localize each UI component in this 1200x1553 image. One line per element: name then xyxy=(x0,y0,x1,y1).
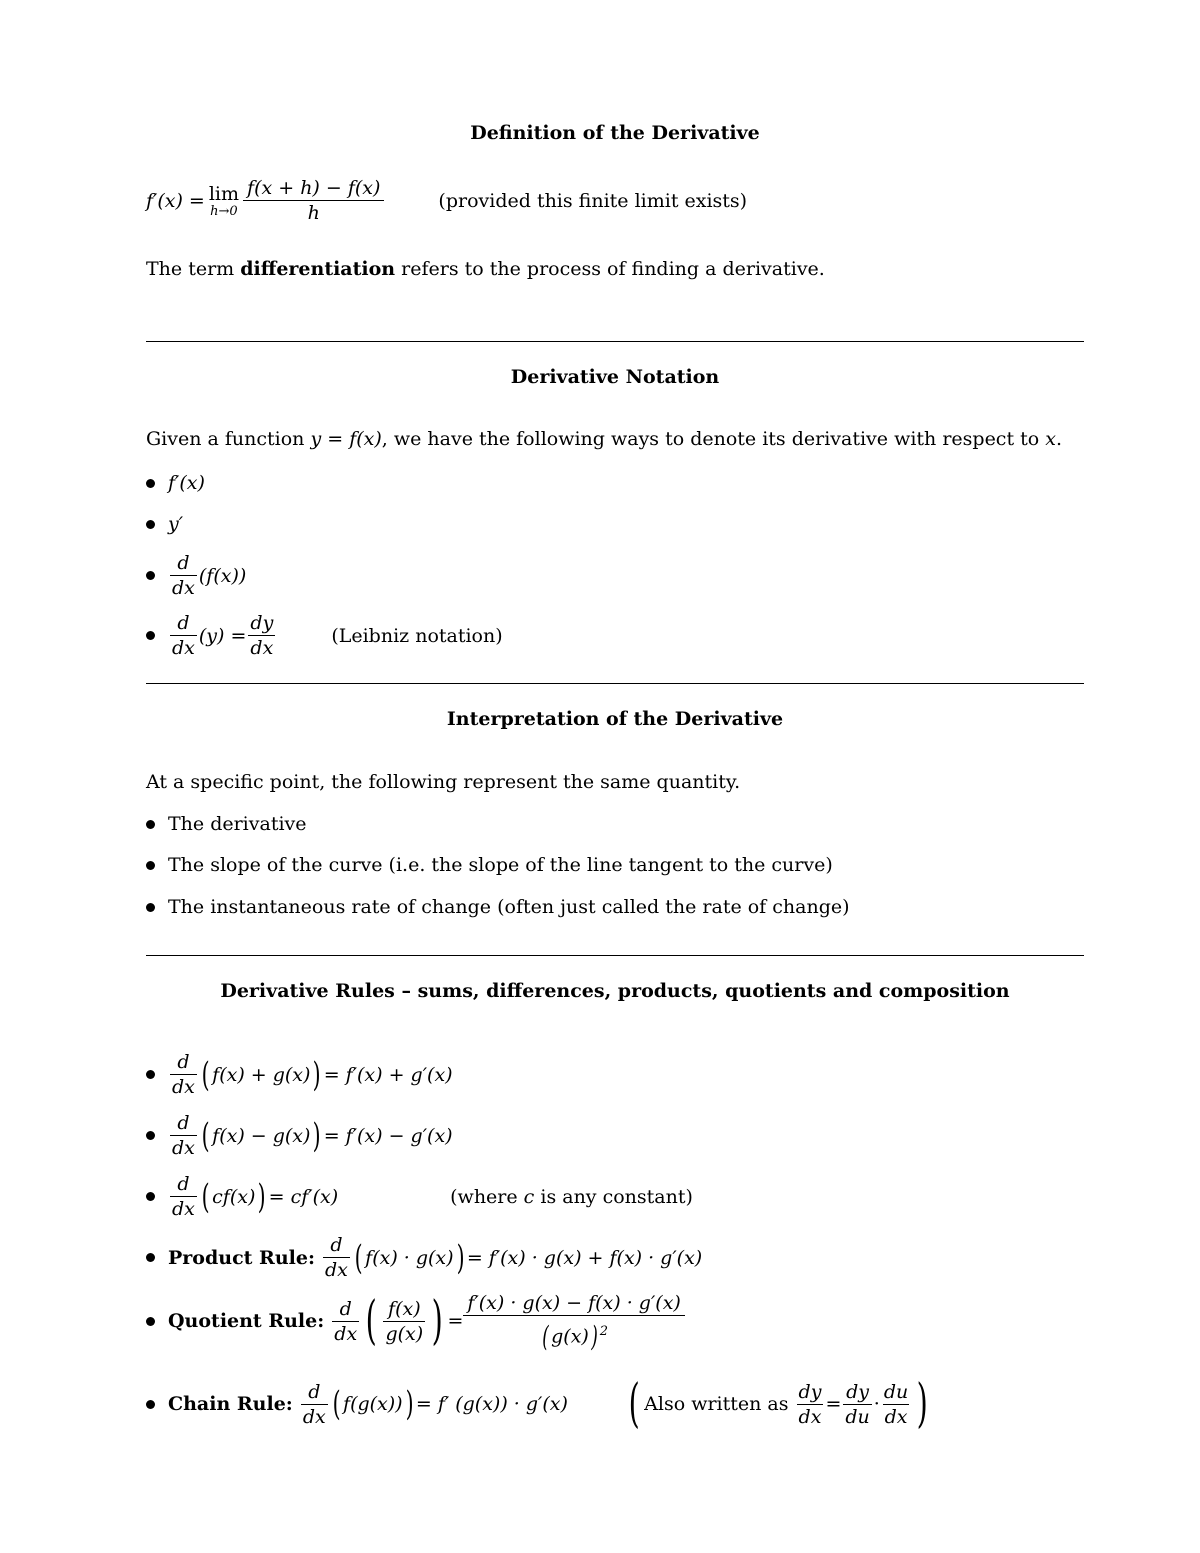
divider xyxy=(146,683,1084,684)
list-item: The instantaneous rate of change (often just called the rate of change) xyxy=(146,896,850,918)
du-dx: $\frac{du}{dx}$ xyxy=(883,1380,909,1428)
notation-d-dx-arg: (f(x)) xyxy=(198,564,247,587)
leibniz-note: (Leibniz notation) xyxy=(331,624,503,647)
notation-y-prime: y′ xyxy=(168,513,184,535)
dy-dx: $\frac{dy}{dx}$ xyxy=(250,612,274,659)
sentence-pre: The term xyxy=(146,258,235,280)
d-dx: $\frac{d}{dx}$ xyxy=(334,1297,358,1345)
notation-intro xyxy=(146,427,1062,451)
sum-rule-rhs: = f′(x) + g′(x) xyxy=(323,1063,453,1086)
bullet-icon xyxy=(146,571,155,580)
notation-heading: Derivative Notation xyxy=(510,366,720,388)
constant-rule-rhs: = cf′(x) xyxy=(268,1185,339,1208)
d-dx: $\frac{d}{dx}$ xyxy=(172,1051,195,1098)
bullet-icon xyxy=(146,1070,155,1079)
interpretation-heading: Interpretation of the Derivative xyxy=(446,708,784,730)
list-item: The derivative xyxy=(146,813,307,835)
bullet-icon xyxy=(146,861,155,870)
bullet-icon xyxy=(146,1131,155,1140)
list-item: Quotient Rule: $\frac{d}{dx}$ ( $\frac{f(x)}{g(x)}$ ) = $\frac{f'(x) \cdot g(x) - f(x) \cdot g'(x)}{( g(x)) ^2}$ xyxy=(146,1291,685,1351)
bullet-icon xyxy=(146,479,155,488)
quotient-fraction: $\frac{f(x)}{g(x)}$ xyxy=(385,1297,424,1345)
exponent: 2 xyxy=(599,1324,609,1339)
list-item: Chain Rule: $\frac{d}{dx}$ ( f(g(x)) ) = f′ (g(x)) · g′(x) ( Also written as $\frac{dy}{dx}$ = $\frac{dy}{du}$ · $\frac{du}{dx}$ ) xyxy=(146,1378,933,1430)
divider xyxy=(146,955,1084,956)
difference-rule-rhs: = f′(x) − g′(x) xyxy=(323,1124,453,1147)
d-dx: $\frac{d}{dx}$ xyxy=(325,1234,348,1281)
sentence-post: refers to the process of finding a derivative. xyxy=(401,258,825,280)
constant-rule-inner: cf(x) xyxy=(212,1185,256,1208)
bullet-icon xyxy=(146,1253,155,1262)
definition-formula xyxy=(146,176,747,225)
chain-rule-label: Chain Rule: xyxy=(168,1393,293,1415)
list-item xyxy=(146,472,205,494)
bullet-icon xyxy=(146,820,155,829)
difference-quotient xyxy=(245,176,382,225)
divider xyxy=(146,341,1084,342)
list-item: Product Rule: $\frac{d}{dx}$ ( f(x) · g(x) ) = f′(x) · g(x) + f(x) · g′(x) xyxy=(146,1233,702,1282)
chain-rule-rhs: = f′ (g(x)) · g′(x) xyxy=(415,1393,568,1415)
constant-note-post: is any constant) xyxy=(540,1185,693,1208)
quotient-equals: = xyxy=(447,1310,464,1333)
quotient-rule-label: Quotient Rule: xyxy=(168,1310,325,1333)
bullet-icon xyxy=(146,520,155,529)
list-item: The slope of the curve (i.e. the slope of the line tangent to the curve) xyxy=(146,854,833,876)
intro-equation: y = f(x) xyxy=(310,428,382,450)
constant-note-var: c xyxy=(523,1185,535,1208)
page xyxy=(146,0,1084,1553)
rules-heading: Derivative Rules – sums, differences, products, quotients and composition xyxy=(220,980,1010,1002)
intro-pre: Given a function xyxy=(146,428,305,450)
product-rule-label: Product Rule: xyxy=(168,1246,315,1269)
bullet-icon xyxy=(146,1317,155,1326)
d-dx: $\frac{d}{dx}$ xyxy=(172,612,195,659)
bullet-icon xyxy=(146,631,155,640)
difference-rule-inner: f(x) − g(x) xyxy=(212,1124,311,1147)
intro-post: , we have the following ways to denote its derivative with respect to xyxy=(381,428,1040,450)
dy-dx: $\frac{dy}{dx}$ xyxy=(798,1380,822,1428)
limit-label: lim xyxy=(208,182,240,205)
formula-lhs: f′(x) = xyxy=(146,189,205,212)
sum-rule-inner: f(x) + g(x) xyxy=(212,1063,311,1086)
limit-subscript: h→0 xyxy=(210,203,238,219)
interpretation-intro: At a specific point, the following represent the same quantity. xyxy=(146,771,741,793)
d-dx: $\frac{d}{dx}$ xyxy=(172,1112,195,1159)
constant-note-pre: (where xyxy=(450,1185,518,1208)
list-item xyxy=(146,551,246,600)
chain-note-pre: Also written as xyxy=(644,1393,789,1415)
bullet-icon xyxy=(146,1400,155,1409)
product-rule-inner: f(x) · g(x) xyxy=(365,1246,454,1269)
intro-end: . xyxy=(1055,428,1063,450)
d-dx: $\frac{d}{dx}$ xyxy=(172,1173,195,1220)
bullet-icon xyxy=(146,1192,155,1201)
d-dx: $\frac{d}{dx}$ xyxy=(172,552,195,599)
list-item xyxy=(146,513,183,535)
product-rule-rhs: = f′(x) · g(x) + f(x) · g′(x) xyxy=(466,1246,703,1269)
bullet-icon xyxy=(146,903,155,912)
numerator: f(x + h) − f(x) xyxy=(247,177,381,199)
intro-variable: x xyxy=(1045,428,1056,450)
differentiation-sentence xyxy=(146,257,825,281)
list-item: $\frac{d}{dx}$ ( f(x) − g(x) ) = f′(x) − g′(x) xyxy=(146,1111,453,1160)
definition-heading: Definition of the Derivative xyxy=(470,122,760,144)
d-dx: $\frac{d}{dx}$ xyxy=(302,1380,326,1428)
term-differentiation: differentiation xyxy=(240,258,396,280)
limit-condition: (provided this finite limit exists) xyxy=(438,189,748,212)
denominator: h xyxy=(243,200,384,225)
list-item xyxy=(146,611,503,660)
list-item: $\frac{d}{dx}$ ( cf(x) ) = cf′(x) (where c is any constant) xyxy=(146,1172,693,1221)
limit xyxy=(209,183,239,219)
quotient-rhs: $\frac{f'(x) \cdot g(x) - f(x) \cdot g'(x)}{( g(x)) ^2}$ xyxy=(465,1291,682,1351)
notation-prime: f′(x) xyxy=(168,472,205,494)
dy-du: $\frac{dy}{du}$ xyxy=(845,1380,870,1428)
chain-rule-inner: f(g(x)) xyxy=(343,1393,403,1415)
notation-leibniz-lhs: (y) = xyxy=(198,624,247,647)
list-item: $\frac{d}{dx}$ ( f(x) + g(x) ) = f′(x) + g′(x) xyxy=(146,1050,453,1099)
